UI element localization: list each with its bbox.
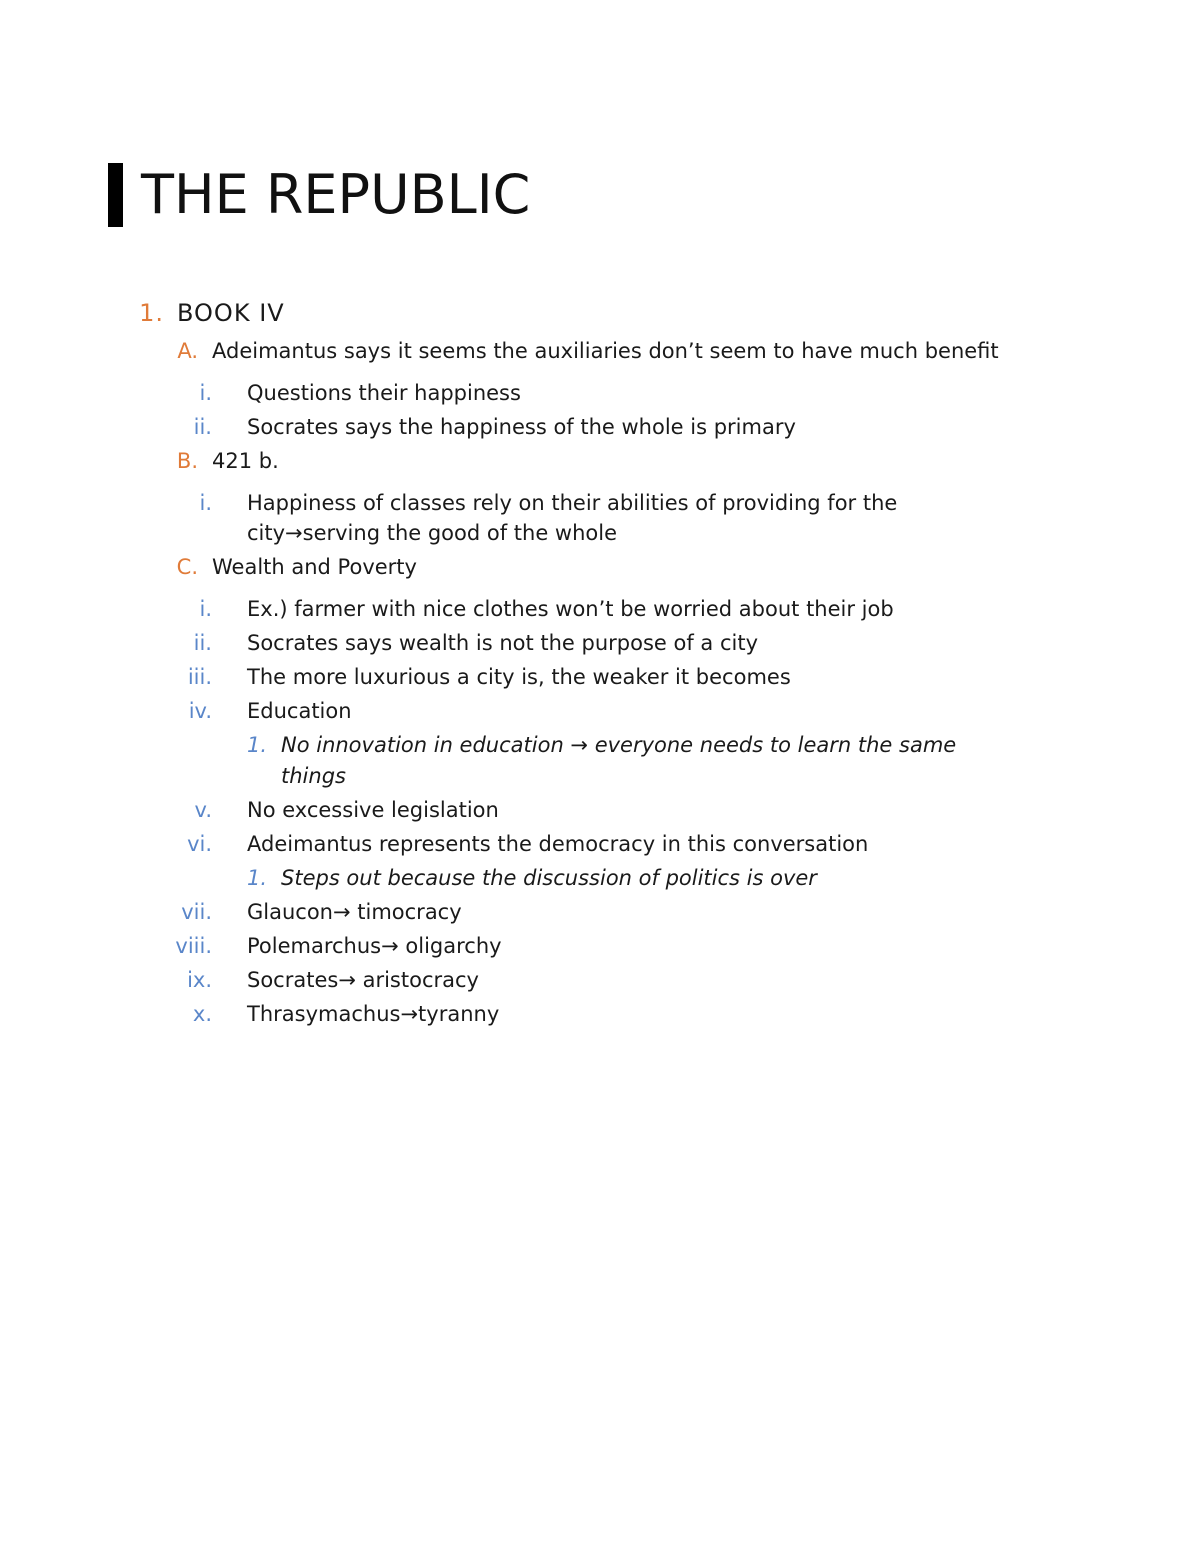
list-marker: iv. (188, 699, 212, 723)
list-text: Wealth and Poverty (212, 555, 417, 579)
list-marker: A. (177, 339, 198, 363)
list-marker: viii. (175, 934, 212, 958)
list-marker: B. (176, 449, 198, 473)
document-title: THE REPUBLIC (141, 163, 531, 226)
list-text: Adeimantus represents the democracy in this conversation (247, 832, 869, 856)
list-text: No excessive legislation (247, 798, 499, 822)
list-text: The more luxurious a city is, the weaker it becomes (247, 665, 791, 689)
title-accent-bar (108, 163, 123, 227)
list-marker: vii. (181, 900, 212, 924)
list-marker: ii. (193, 415, 212, 439)
list-text: Steps out because the discussion of politics is over (281, 866, 817, 890)
list-marker: 1. (246, 733, 267, 757)
list-marker: iii. (187, 665, 212, 689)
list-marker: vi. (187, 832, 212, 856)
list-text: Ex.) farmer with nice clothes won’t be worried about their job (247, 597, 894, 621)
list-text: Education (247, 699, 352, 723)
list-text: Glaucon→ timocracy (247, 900, 462, 924)
list-marker: x. (192, 1002, 212, 1026)
list-text: Happiness of classes rely on their abilities of providing for the (247, 491, 898, 515)
list-marker: C. (176, 555, 198, 579)
list-text: 421 b. (212, 449, 279, 473)
list-text: things (281, 764, 346, 788)
list-marker: i. (199, 597, 212, 621)
list-text: city→serving the good of the whole (247, 521, 618, 545)
list-text: Thrasymachus→tyranny (247, 1002, 500, 1026)
list-text: No innovation in education → everyone needs to learn the same (281, 733, 957, 757)
list-text: Polemarchus→ oligarchy (247, 934, 502, 958)
list-text: Socrates says wealth is not the purpose of a city (247, 631, 759, 655)
section-label: BOOK IV (177, 299, 285, 327)
list-marker: 1. (246, 866, 267, 890)
list-marker: i. (199, 491, 212, 515)
list-text: Adeimantus says it seems the auxiliaries don’t seem to have much benefit (212, 339, 999, 363)
list-text: Socrates→ aristocracy (247, 968, 479, 992)
section-number: 1. (139, 299, 164, 327)
list-marker: ii. (193, 631, 212, 655)
list-marker: ix. (187, 968, 212, 992)
list-text: Socrates says the happiness of the whole is primary (247, 415, 796, 439)
list-marker: i. (199, 381, 212, 405)
list-marker: v. (194, 798, 212, 822)
list-text: Questions their happiness (247, 381, 521, 405)
